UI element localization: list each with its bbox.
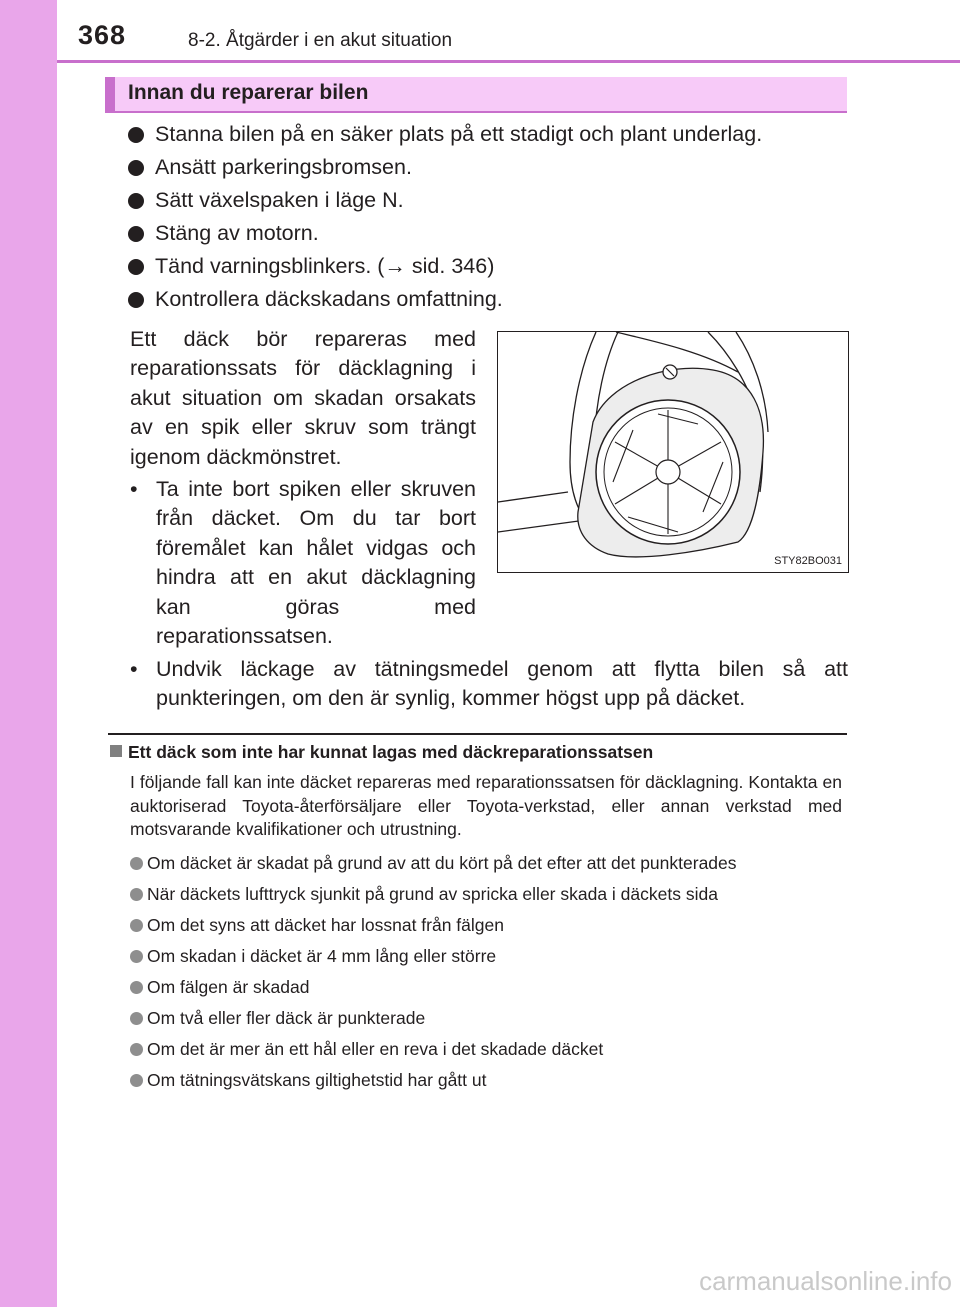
condition-text: Om däcket är skadat på grund av att du kört på det efter att det punkterades (147, 853, 737, 873)
bullet-icon (128, 127, 144, 143)
bullet-icon (128, 160, 144, 176)
chapter-title: 8-2. Åtgärder i en akut situation (188, 30, 453, 51)
condition-item (130, 1068, 850, 1099)
note-title: Ett däck som inte har kunnat lagas med däckreparationssatsen (128, 742, 654, 762)
condition-item (130, 851, 850, 882)
bullet-icon (130, 1074, 143, 1087)
section-title: Innan du reparerar bilen (128, 81, 369, 104)
sub-bullet-text: Ta inte bort spiken eller skruven från däcket. Om du tar bort föremålet kan hålet vidgas och hindra att en akut däcklagning kan göras med reparationssatsen. (156, 477, 476, 649)
sub-bullet-item (130, 475, 476, 651)
step-text: Sätt växelspaken i läge N. (155, 188, 404, 212)
condition-text: När däckets lufttryck sjunkit på grund av spricka eller skada i däckets sida (147, 884, 718, 904)
condition-text: Om fälgen är skadad (147, 977, 310, 997)
bullet-icon (130, 950, 143, 963)
repair-intro-text: Ett däck bör repareras med reparationssats för däcklagning i akut situation om skadan orsakats av en spik eller skruv som trängt igenom däckmönstret. (130, 327, 476, 469)
step-item (128, 217, 848, 250)
page-number: 368 (78, 20, 127, 50)
section-divider (108, 733, 847, 735)
step-text: Tänd varningsblinkers. (→ sid. 346) (155, 254, 495, 278)
bullet-icon (130, 1043, 143, 1056)
bullet-icon (130, 888, 143, 901)
condition-item (130, 1037, 850, 1068)
sub-bullet-mark: • (130, 477, 138, 501)
figure-code: STY82BO031 (774, 555, 842, 567)
bullet-icon (130, 919, 143, 932)
square-bullet-icon (110, 745, 122, 757)
bullet-icon (130, 981, 143, 994)
header-divider (57, 60, 960, 63)
condition-item (130, 975, 850, 1006)
step-item (128, 151, 848, 184)
sub-bullet-text: Undvik läckage av tätningsmedel genom att flytta bilen så att punkteringen, om den är synlig, kommer högst upp på däcket. (156, 657, 848, 711)
step-text: Stanna bilen på en säker plats på ett stadigt och plant underlag. (155, 122, 763, 146)
sub-bullet-item (130, 655, 848, 714)
note-conditions-list (130, 851, 850, 1099)
section-title-box (105, 77, 847, 113)
step-text: Ansätt parkeringsbromsen. (155, 155, 412, 179)
tire-drawing (498, 332, 848, 572)
bullet-icon (128, 226, 144, 242)
preparation-steps (128, 118, 848, 316)
step-item (128, 184, 848, 217)
condition-text: Om skadan i däcket är 4 mm lång eller större (147, 946, 497, 966)
condition-text: Om två eller fler däck är punkterade (147, 1008, 426, 1028)
bullet-icon (128, 259, 144, 275)
note-heading (110, 742, 653, 763)
bullet-icon (130, 1012, 143, 1025)
note-body: I följande fall kan inte däcket repareras med reparationssatsen för däcklagning. Kontakta en auktoriserad Toyota-återförsäljare eller Toyota-verkstad, eller annan verkstad med motsvarande kvalifikationer och utrustning. (130, 772, 842, 839)
condition-text: Om tätningsvätskans giltighetstid har gått ut (147, 1070, 487, 1090)
step-item (128, 118, 848, 151)
section-title-accent (105, 77, 115, 111)
step-item (128, 250, 848, 283)
watermark: carmanualsonline.info (699, 1266, 952, 1296)
repair-intro (130, 325, 476, 472)
step-text: Stäng av motorn. (155, 221, 319, 245)
condition-text: Om det är mer än ett hål eller en reva i det skadade däcket (147, 1039, 604, 1059)
sub-bullet-mark: • (130, 657, 138, 681)
step-text: Kontrollera däckskadans omfattning. (155, 287, 503, 311)
condition-item (130, 913, 850, 944)
step-item (128, 283, 848, 316)
bullet-icon (128, 292, 144, 308)
chapter-color-band (0, 0, 57, 1307)
bullet-icon (130, 857, 143, 870)
condition-item (130, 944, 850, 975)
condition-item (130, 882, 850, 913)
bullet-icon (128, 193, 144, 209)
tire-illustration (497, 331, 849, 573)
condition-item (130, 1006, 850, 1037)
condition-text: Om det syns att däcket har lossnat från fälgen (147, 915, 504, 935)
